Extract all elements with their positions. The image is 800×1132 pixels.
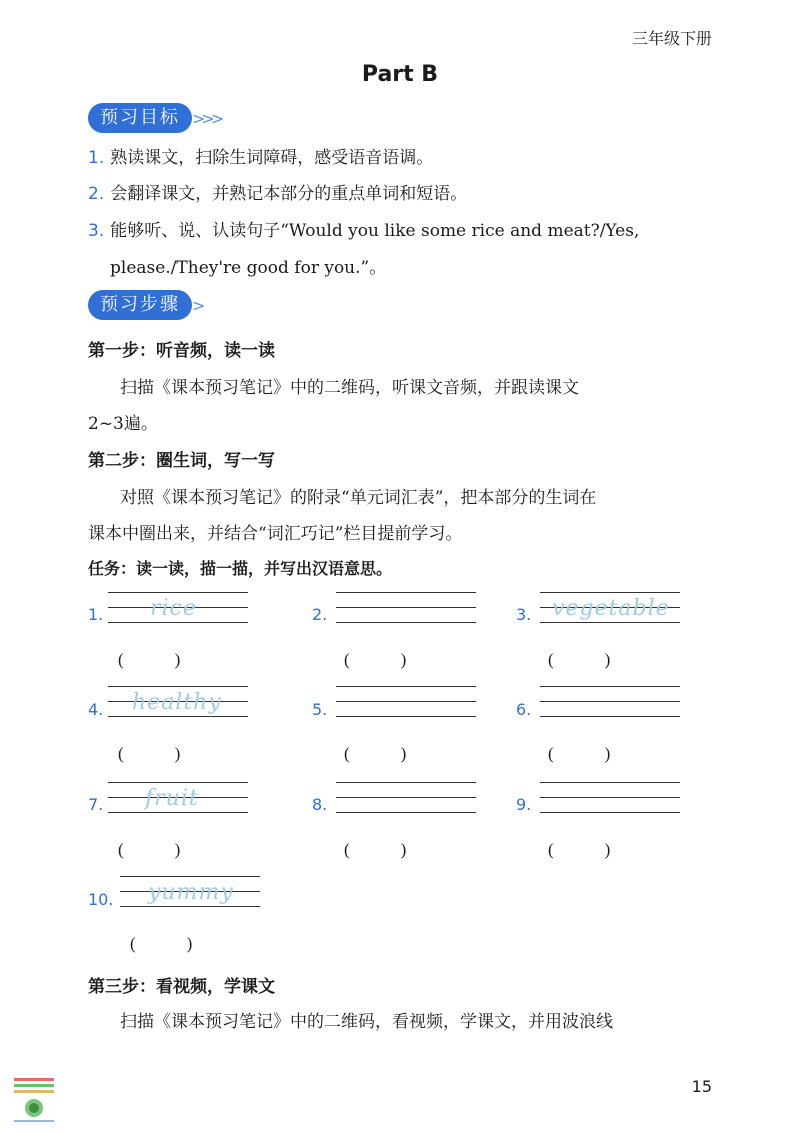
word-num: 1. xyxy=(88,605,104,624)
steps-label: 预习步骤 xyxy=(88,290,192,320)
word-num: 7. xyxy=(88,795,104,814)
step1-line2: 2~3遍。 xyxy=(88,414,158,434)
steps-header xyxy=(88,290,201,320)
goal-num: 2. xyxy=(88,184,105,204)
word-num: 8. xyxy=(312,795,328,814)
goal-text: 熟读课文，扫除生词障碍，感受语音语调。 xyxy=(110,148,434,168)
meaning-paren[interactable]: ( ) xyxy=(344,744,407,763)
trace-word: healthy xyxy=(132,690,222,715)
goal-text: 能够听、说、认读句子“Would you like some rice and meat?/Yes, xyxy=(110,221,640,241)
step3-line1: 扫描《课本预习笔记》中的二维码，看视频，学课文，并用波浪线 xyxy=(120,1012,613,1032)
task-instruction: 任务：读一读，描一描，并写出汉语意思。 xyxy=(88,559,393,578)
writing-lines[interactable] xyxy=(540,686,680,730)
goal-text: 会翻译课文，并熟记本部分的重点单词和短语。 xyxy=(110,184,468,204)
goal-item-1 xyxy=(88,140,433,176)
step2-line2: 课本中圈出来，并结合“词汇巧记”栏目提前学习。 xyxy=(88,524,463,544)
meaning-paren[interactable]: ( ) xyxy=(548,840,611,859)
goal-item-3-cont: please./They're good for you.”。 xyxy=(110,258,387,278)
word-num: 4. xyxy=(88,700,104,719)
meaning-paren[interactable]: ( ) xyxy=(118,744,181,763)
meaning-paren[interactable]: ( ) xyxy=(130,934,193,953)
goals-header xyxy=(88,103,220,133)
page-number: 15 xyxy=(691,1077,712,1096)
publisher-logo-icon xyxy=(10,1074,58,1126)
trace-word: yummy xyxy=(148,880,234,905)
step3-title: 第三步：看视频，学课文 xyxy=(88,977,275,997)
word-num: 6. xyxy=(516,700,532,719)
trace-word: vegetable xyxy=(552,596,670,621)
meaning-paren[interactable]: ( ) xyxy=(118,840,181,859)
goal-num: 3. xyxy=(88,221,105,241)
goal-item-3 xyxy=(88,213,639,249)
page-title: Part B xyxy=(361,62,439,87)
chevron-right-icon: > xyxy=(192,295,202,315)
chevron-right-icon: >>> xyxy=(192,108,221,128)
writing-lines[interactable] xyxy=(540,782,680,826)
goal-item-2 xyxy=(88,176,467,212)
step2-line1: 对照《课本预习笔记》的附录“单元词汇表”，把本部分的生词在 xyxy=(120,488,597,508)
step1-title: 第一步：听音频，读一读 xyxy=(88,341,275,361)
meaning-paren[interactable]: ( ) xyxy=(344,840,407,859)
writing-lines[interactable] xyxy=(336,592,476,636)
meaning-paren[interactable]: ( ) xyxy=(118,650,181,669)
writing-lines[interactable] xyxy=(336,686,476,730)
meaning-paren[interactable]: ( ) xyxy=(548,744,611,763)
step1-line1: 扫描《课本预习笔记》中的二维码，听课文音频，并跟读课文 xyxy=(120,378,579,398)
step2-title: 第二步：圈生词，写一写 xyxy=(88,451,275,471)
writing-lines[interactable] xyxy=(336,782,476,826)
meaning-paren[interactable]: ( ) xyxy=(548,650,611,669)
grade-label: 三年级下册 xyxy=(631,29,712,48)
goal-num: 1. xyxy=(88,148,105,168)
trace-word: rice xyxy=(150,596,197,621)
goals-label: 预习目标 xyxy=(88,103,192,133)
trace-word: fruit xyxy=(145,786,199,811)
word-num: 10. xyxy=(88,890,114,909)
word-num: 3. xyxy=(516,605,532,624)
word-num: 9. xyxy=(516,795,532,814)
word-num: 2. xyxy=(312,605,328,624)
word-num: 5. xyxy=(312,700,328,719)
meaning-paren[interactable]: ( ) xyxy=(344,650,407,669)
